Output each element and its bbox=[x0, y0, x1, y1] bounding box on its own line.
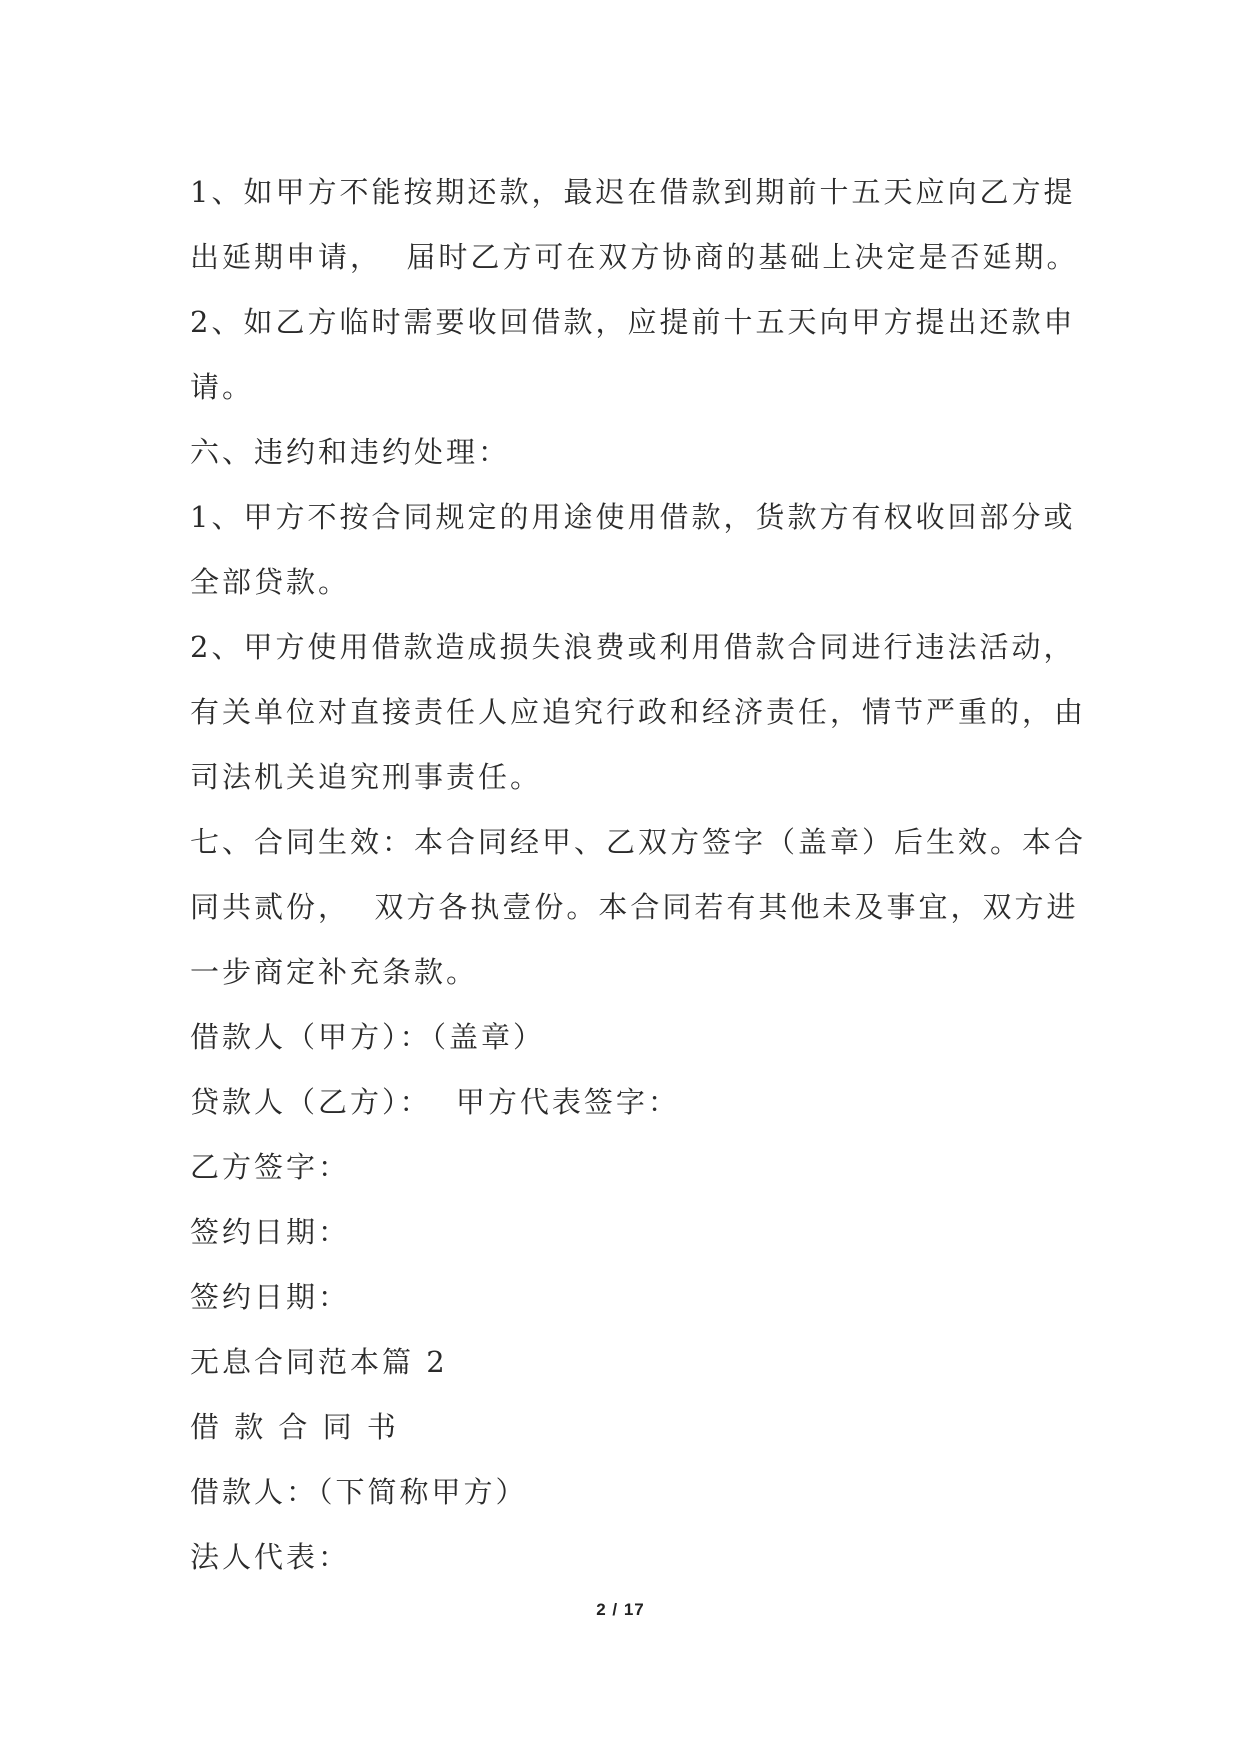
signature-lender: 贷款人（乙方）： 甲方代表签字： bbox=[190, 1085, 680, 1119]
text-line: 同共贰份， 双方各执壹份。本合同若有其他未及事宜，双方进 bbox=[190, 890, 1079, 924]
text-line: 2、甲方使用借款造成损失浪费或利用借款合同进行违法活动， bbox=[190, 630, 1076, 664]
page-number: 2 / 17 bbox=[596, 1600, 645, 1619]
section-title: 无息合同范本篇 2 bbox=[190, 1345, 448, 1379]
text-line: 出延期申请， 届时乙方可在双方协商的基础上决定是否延期。 bbox=[190, 240, 1079, 274]
text-line: 全部贷款。 bbox=[190, 565, 351, 599]
document-body bbox=[190, 160, 1087, 1590]
text-line: 法人代表： bbox=[190, 1540, 351, 1574]
text-line: 一步商定补充条款。 bbox=[190, 955, 479, 989]
text-line: 请。 bbox=[190, 370, 255, 404]
contract-title: 借 款 合 同 书 bbox=[190, 1410, 399, 1444]
text-line: 1、如甲方不能按期还款，最迟在借款到期前十五天应向乙方提 bbox=[190, 175, 1076, 209]
signature-party-b: 乙方签字： bbox=[190, 1150, 351, 1184]
text-line: 1、甲方不按合同规定的用途使用借款，货款方有权收回部分或 bbox=[190, 500, 1076, 534]
text-line: 借款人：（下简称甲方） bbox=[190, 1475, 528, 1509]
text-line: 司法机关追究刑事责任。 bbox=[190, 760, 543, 794]
signature-borrower: 借款人（甲方）：（盖章） bbox=[190, 1020, 546, 1054]
text-line: 七、合同生效：本合同经甲、乙双方签字（盖章）后生效。本合 bbox=[190, 825, 1087, 859]
signing-date: 签约日期： bbox=[190, 1215, 351, 1249]
text-line: 有关单位对直接责任人应追究行政和经济责任，情节严重的，由 bbox=[190, 695, 1087, 729]
text-line: 2、如乙方临时需要收回借款，应提前十五天向甲方提出还款申 bbox=[190, 305, 1076, 339]
section-heading: 六、违约和违约处理： bbox=[190, 435, 511, 469]
signing-date: 签约日期： bbox=[190, 1280, 351, 1314]
